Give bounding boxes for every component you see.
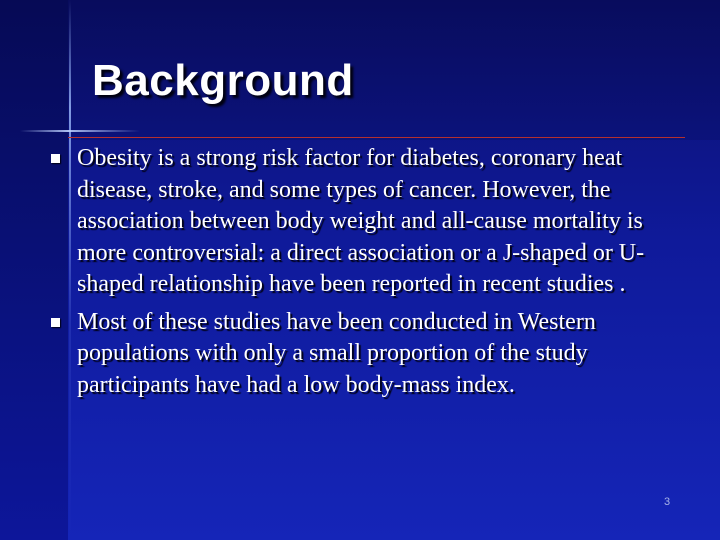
bullet-text: Most of these studies have been conducted in Western populations with only a small proportion of the study participants have had a low body-mass index. (77, 308, 596, 398)
title-divider (68, 137, 685, 138)
page-number: 3 (664, 496, 671, 508)
bullet-text: Obesity is a strong risk factor for diabetes, coronary heat disease, stroke, and some types of cancer. However, the association between body weight and all-cause mortality is more controversial: a direct association or a J-shaped or U-shaped relationship have been reported in recent studies . (77, 145, 645, 297)
bullet-item (48, 307, 688, 402)
horizontal-glow-line (20, 130, 140, 132)
slide-title: Background (92, 56, 354, 105)
square-bullet-icon (51, 154, 60, 163)
square-bullet-icon (51, 318, 60, 327)
bullet-item (48, 143, 688, 301)
bullet-list (48, 143, 688, 407)
